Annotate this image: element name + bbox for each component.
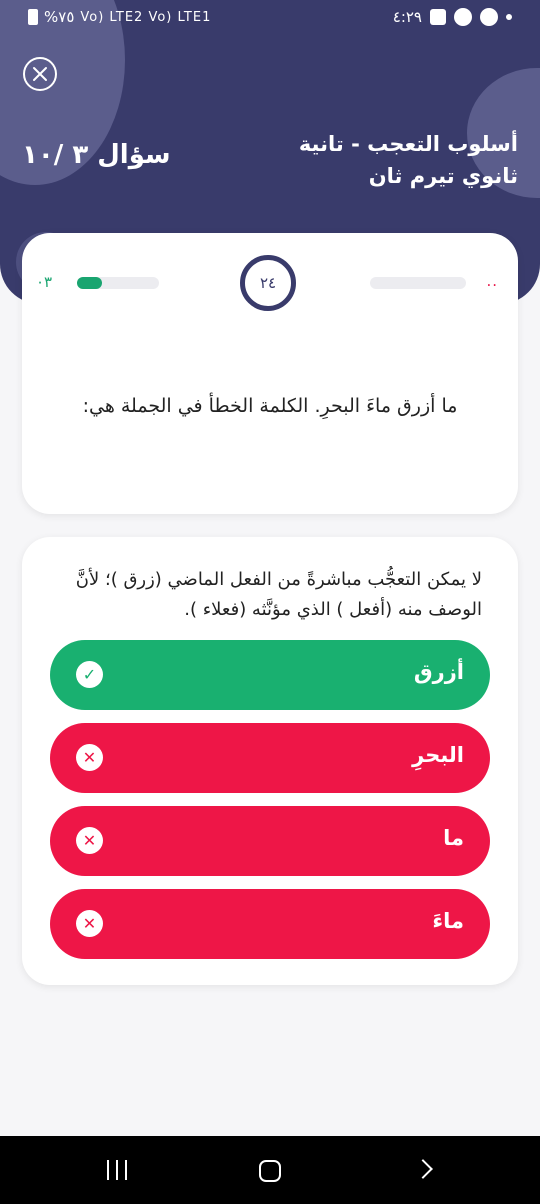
quiz-title: أسلوب التعجب - تانية ثانوي تيرم ثان — [298, 132, 518, 188]
cross-icon: ✕ — [76, 827, 103, 854]
question-counter: سؤال ٣ /١٠ — [22, 140, 171, 170]
question-text: ما أزرق ماءَ البحرِ. الكلمة الخطأ في الجملة هي: — [82, 395, 458, 417]
clock: ٤:٢٩ — [392, 8, 422, 26]
check-icon: ✓ — [76, 661, 103, 688]
explanation-text: لا يمكن التعجُّب مباشرةً من الفعل الماضي (زرق )؛ لأنَّ الوصف منه (أفعل ) الذي مؤنَّثه (فعلاء ). — [75, 569, 482, 620]
timer-value: ٢٤ — [259, 274, 277, 292]
question-card — [22, 233, 518, 514]
close-button[interactable] — [23, 57, 57, 91]
notification-dot-icon — [506, 14, 512, 20]
back-button[interactable] — [413, 1159, 433, 1179]
wrong-count: .. — [486, 272, 498, 290]
answer-label: ما — [443, 826, 464, 850]
answer-label: ماءَ — [432, 909, 464, 933]
messenger-icon — [480, 8, 498, 26]
close-icon — [31, 65, 49, 83]
cross-icon: ✕ — [76, 910, 103, 937]
recents-button[interactable] — [107, 1160, 127, 1180]
answer-option[interactable] — [50, 806, 490, 876]
correct-count: ٠٣ — [36, 273, 53, 291]
home-button[interactable] — [259, 1160, 281, 1182]
status-bar — [0, 0, 540, 36]
wrong-progress-bar — [370, 277, 466, 289]
battery-level: %٧٥ — [44, 8, 75, 26]
timer — [240, 255, 296, 311]
system-nav-bar — [0, 1136, 540, 1204]
cross-icon: ✕ — [76, 744, 103, 771]
answers-card — [22, 537, 518, 985]
correct-progress-bar — [77, 277, 159, 289]
answer-option[interactable] — [50, 640, 490, 710]
answer-label: البحرِ — [412, 743, 464, 767]
answer-option[interactable] — [50, 723, 490, 793]
signal-icon: Vo) LTE2 Vo) LTE1 — [80, 9, 212, 25]
whatsapp-icon — [454, 8, 472, 26]
battery-icon — [28, 9, 38, 25]
answer-label: أزرق — [413, 660, 464, 684]
gallery-icon — [430, 9, 446, 25]
answer-option[interactable] — [50, 889, 490, 959]
